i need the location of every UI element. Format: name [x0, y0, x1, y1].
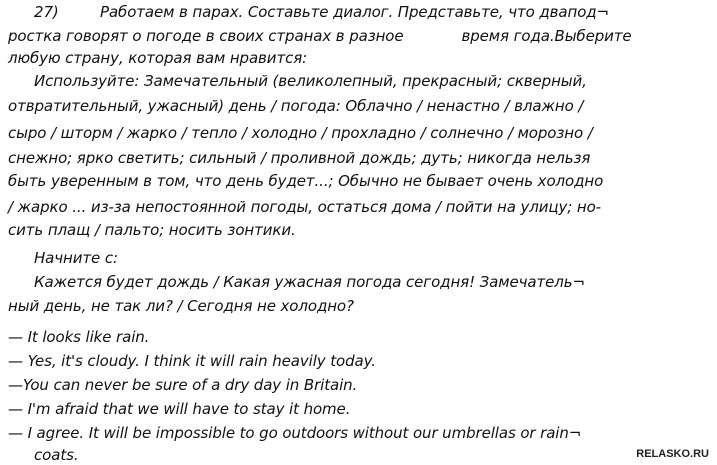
exercise-text-line: любую страну, которая вам нравится:	[8, 49, 308, 67]
dialogue-line: — Yes, it's cloudy. I think it will rain heavily today.	[8, 352, 376, 370]
dialogue-line: —You can never be sure of a dry day in Britain.	[8, 376, 358, 394]
dialogue-line: — I'm afraid that we will have to stay it home.	[8, 400, 351, 418]
exercise-text-line: Работаем в парах. Составьте диалог. Представьте, что двапод¬	[100, 3, 610, 21]
start-phrase-line: ный день, не так ли? / Сегодня не холодно?	[8, 297, 354, 315]
exercise-header-line	[8, 3, 708, 22]
exercise-text-line: отвратительный, ужасный) день / погода: Облачно / ненастно / влажно /	[8, 97, 584, 115]
dialogue-line: coats.	[34, 446, 79, 464]
exercise-text-line: быть уверенным в том, что день будет...; Обычно не бывает очень холодно	[8, 172, 604, 190]
exercise-line	[8, 27, 708, 46]
exercise-text-line: сыро / шторм / жарко / тепло / холодно / прохладно / солнечно / морозно /	[8, 124, 593, 142]
watermark: RELASKO.RU	[636, 448, 709, 460]
start-phrase-line: Кажется будет дождь / Какая ужасная погода сегодня! Замечатель¬	[34, 273, 585, 291]
exercise-text-line: снежно; ярко светить; сильный / проливной дождь; дуть; никогда нельзя	[8, 149, 591, 167]
dialogue-line: — It looks like rain.	[8, 328, 150, 346]
start-label: Начните с:	[34, 249, 118, 267]
exercise-number: 27)	[34, 3, 59, 21]
exercise-text-line: Используйте: Замечательный (великолепный, прекрасный; скверный,	[34, 72, 587, 90]
exercise-text-line: / жарко ... из-за непостоянной погоды, остаться дома / пойти на улицу; но-	[8, 198, 601, 216]
exercise-text-line: сить плащ / пальто; носить зонтики.	[8, 221, 296, 239]
dialogue-line: — I agree. It will be impossible to go outdoors without our umbrellas or rain¬	[8, 424, 582, 442]
exercise-text-line: время года.Выберите	[461, 27, 632, 45]
exercise-text-line: ростка говорят о погоде в своих странах в разное	[8, 27, 404, 45]
